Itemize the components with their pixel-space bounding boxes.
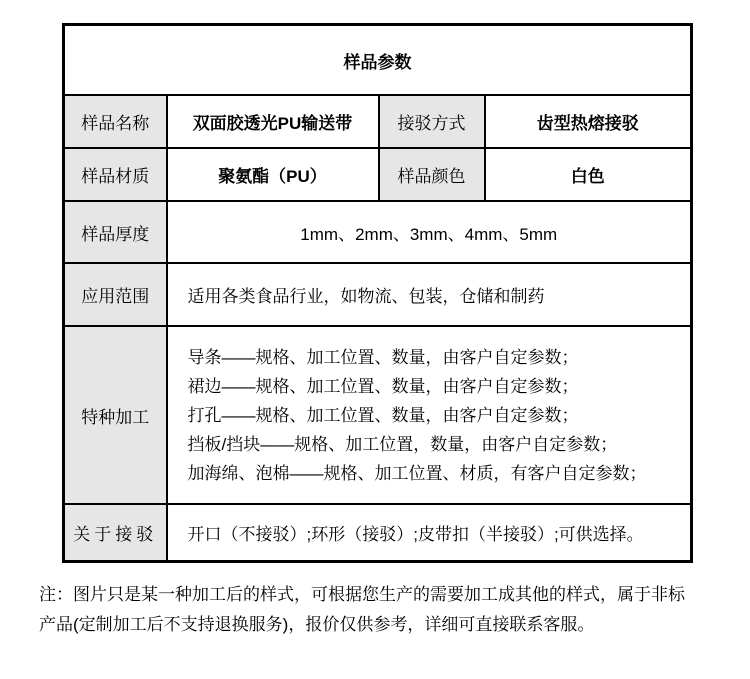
sample-thickness-label: 样品厚度 [64, 201, 167, 263]
joint-method-label: 接驳方式 [379, 95, 485, 148]
table-title-row [64, 25, 692, 96]
application-scope-label: 应用范围 [64, 263, 167, 326]
row-about-joint [64, 504, 692, 562]
row-sample-thickness [64, 201, 692, 263]
table-title: 样品参数 [64, 25, 692, 96]
sample-material-value: 聚氨酯（PU） [167, 148, 379, 201]
about-joint-value: 开口（不接驳）;环形（接驳）;皮带扣（半接驳）;可供选择。 [167, 504, 692, 562]
row-application-scope [64, 263, 692, 326]
sample-name-value: 双面胶透光PU输送带 [167, 95, 379, 148]
sample-material-label: 样品材质 [64, 148, 167, 201]
special-processing-line-skirt: 裙边——规格、加工位置、数量，由客户自定参数； [187, 376, 579, 396]
footer-note [39, 580, 729, 640]
row-sample-material [64, 148, 692, 201]
row-sample-name [64, 95, 692, 148]
special-processing-line-sponge: 加海绵、泡棉——规格、加工位置、材质，有客户自定参数； [187, 463, 647, 483]
about-joint-label: 关于接驳 [64, 504, 167, 562]
sample-name-label: 样品名称 [64, 95, 167, 148]
application-scope-value: 适用各类食品行业，如物流、包装，仓储和制药 [167, 263, 692, 326]
footer-note-line-2: 产品(定制加工后不支持退换服务)，报价仅供参考，详细可直接联系客服。 [39, 615, 595, 634]
sample-color-value: 白色 [485, 148, 692, 201]
special-processing-line-punch: 打孔——规格、加工位置、数量，由客户自定参数； [187, 405, 579, 425]
sample-thickness-value: 1mm、2mm、3mm、4mm、5mm [167, 201, 692, 263]
footer-note-line-1: 注：图片只是某一种加工后的样式，可根据您生产的需要加工成其他的样式，属于非标 [39, 585, 685, 604]
joint-method-value: 齿型热熔接驳 [485, 95, 692, 148]
sample-parameters-table [62, 23, 693, 563]
special-processing-label: 特种加工 [64, 326, 167, 504]
special-processing-line-baffle: 挡板/挡块——规格、加工位置，数量，由客户自定参数； [187, 434, 618, 454]
special-processing-line-guide: 导条——规格、加工位置、数量，由客户自定参数； [187, 347, 579, 367]
special-processing-value [167, 326, 692, 504]
sample-color-label: 样品颜色 [379, 148, 485, 201]
row-special-processing [64, 326, 692, 504]
